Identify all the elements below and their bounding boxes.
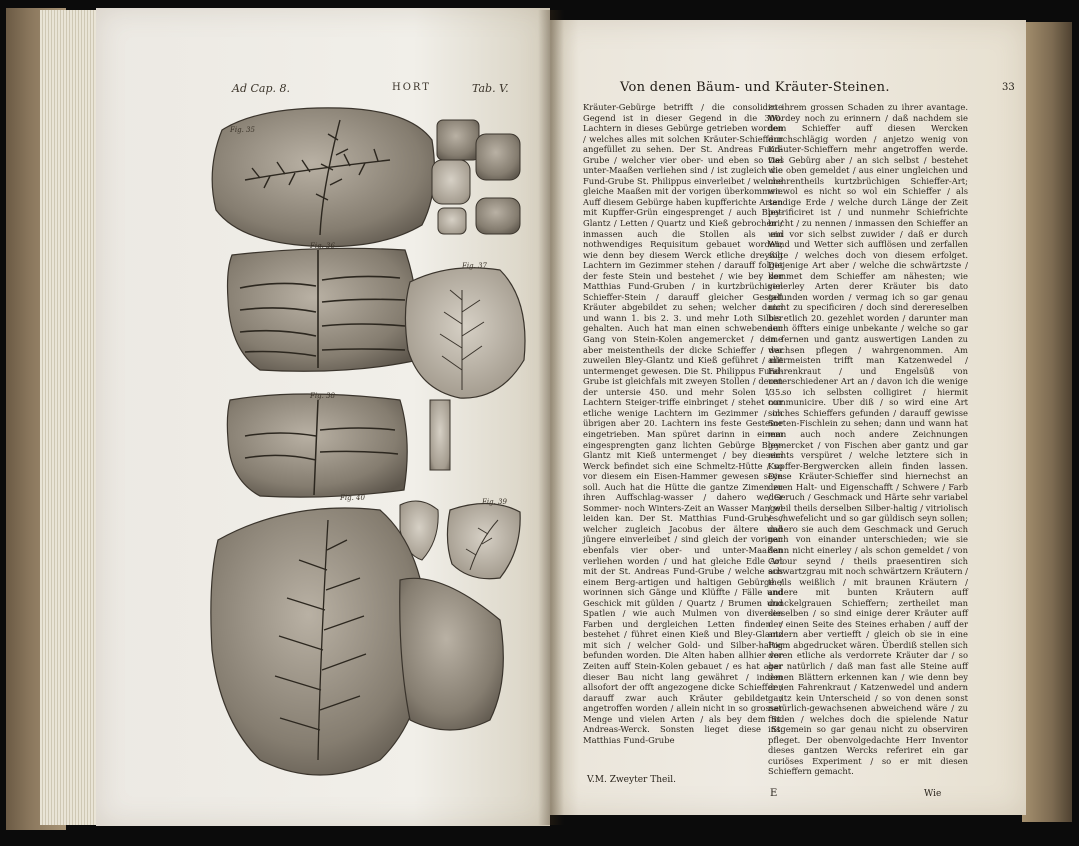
fossil-stone-fig40 <box>211 508 428 775</box>
book-cover-right <box>1022 22 1072 822</box>
signature-mark: E <box>770 788 778 799</box>
running-head: Von denen Bäum- und Kräuter-Steinen. <box>620 80 890 95</box>
fig-label-35: Fig. 35 <box>230 126 255 134</box>
fossil-stone-small-e <box>438 208 466 234</box>
text-column-left-body: Kräuter-Gebürge betrifft / die consolidirte Gegend ist in dieser Gegend in die 300. Lachtern in dieses Gebürge getrieben worden / welches alles mit solchen Kräuter-Schieffern angefüllet zu sehen. Der St. Andreas Fund-Grube / welcher vier ober- und eben so viel unter-Maaßen verliehen sind / ist zugleich die Fund-Grube St. Philippus einverleibet / welche gleiche Maaßen mit der vorigen überkommen. Auff diesem Gebürge haben kupfferichte Arten mit Kupffer-Grün eingesprenget / auch Bley-Glantz / Letten / Quartz und Kieß gebrochen / inmassen auch die Stollen als ein nothwendiges Requisitum gebauet worden; wie denn bey diesem Werck etliche dreyßig Lachtern im Gezimmer stehen / darauff folget der feste Stein und bestehet / wie bey der Matthias Fund-Gruben / in kurtzbrüchigen Schieffer-Stein / darauff gleicher Gestalt Kräuter abgebildet zu sehen; welcher dann und wann 1. bis 2. 3. und mehr Loth Silber gehalten. Auch hat man einen schwebenden Gang von Stein-Kolen angemercket / deme aber meistentheils der dicke Schieffer / der zuweilen Bley-Glantz und Kieß geführet / mit untermenget gewesen. Die St. Philippus Fund-Grube ist gleichfals mit zweyen Stollen / deren der untersie 450. und mehr Solen 135. Lachtern Steiger-triffe einbringet / stehet nur etliche wenige Lachtern im Gezimmer / im übrigen aber 20. Lachtern ins feste Gesteine eingetrieben. Man spüret darinn in einem eingesprengten ganz lichten Gebürge Bley-Glantz mit Kieß untermenget / bey diesem Werck befindet sich eine Schmeltz-Hütte / so vor diesem ein Eisen-Hammer gewesen seyn soll. Auch hat die Hütte die gantze Zimen zu ihren Auffschlag-wasser / dahero weder Sommer- noch Winters-Zeit an Wasser Mangel leiden kan. Der St. Matthias Fund-Grube / welcher zugleich Jacobus der ältere und jüngere einverleibet / sind gleich der vorigen ebenfals vier ober- und unter-Maaßen verliehen worden / und hat gleiche Edle Art mit der St. Andreas Fund-Grube / welche aus einem Berg-artigen und haltigen Gebürge / worinnen sich Gänge und Klüffte / Fälle und Geschick mit gülden / Quartz / Brumen und Spatlen / wie auch Mulmen von diversen Farben und dergleichen Letten finden / bestehet / führet einen Kieß und Bley-Glantz mit sich / welcher Gold- und Silber-haltig befunden worden. Die Alten haben allhier vor Zeiten auff Stein-Kolen gebauet / es hat aber dieser Bau nicht lang gewähret / indem allsofort der offt angezogene dicke Schieffer / darauff zwar auch Kräuter gebildet / angetroffen worden / allein nicht in so grosser Menge und vielen Arten / als bey dem St. Andreas-Werck. Sonsten lieget diese St. Matthias Fund-Grube <box>583 102 783 745</box>
fossil-stone-small-c <box>432 160 470 204</box>
fossil-stone-small-d <box>476 198 520 234</box>
text-column-right-body: zu ihrem grossen Schaden zu ihrer avantage. Wordey noch zu erinnern / daß nachdem sie dem Schieffer auff diesen Wercken durchschlägig worden / anjetzo wenig von Kräuter-Schieffern mehr angetroffen werde. Das Gebürg aber / an sich selbst / bestehet wie oben gemeldet / aus einer ungleichen und mehrentheils kurtzbrüchigen Schieffer-Art; wiewol es nicht so wol ein Schieffer / als sandige Erde / welche durch Länge der Zeit petrificiret ist / und nunmehr Schiefrichte bricht / zu nennen / inmassen den Schieffer an und vor sich selbst zuwider / daß er durch Wind und Wetter sich aufflösen und zerfallen solte / welches doch von diesem erfolget. Diejenige Art aber / welche die schwärtzste / kommet dem Schieffer am nähesten; wie vielerley Arten derer Kräuter bis dato gefunden worden / vermag ich so gar genau nicht zu specificiren / doch sind derereselben bis etlich 20. gezehlet worden / darunter man auch öffters einige unbekante / welche so gar in fernen und gantz auswertigen Landen zu wachsen pflegen / wahrgenommen. Am allermeisten trifft man Katzenwedel / Fahrenkraut / und Engelsüß von unterschiedener Art an / davon ich die wenige / so ich selbsten colligiret / hiermit communicire. Uber diß / so wird eine Art solches Schieffers gefunden / darauff gewisse Sorten-Fischlein zu sehen; dann und wann hat man auch noch andere Zeichnungen gemercket / von Fischen aber gantz und gar nichts verspüret / welche letztere sich in Kupffer-Bergwercken allein finden lassen. Diese Kräuter-Schieffer sind hiernechst an deren Halt- und Eigenschafft / Schwere / Farb / Geruch / Geschmack und Härte sehr variabel / weil theils derselben Silber-haltig / vitriolisch / schwefelicht und so gar güldisch seyn sollen; daherο sie auch dem Geschmack und Geruch nach von einander unterschieden; wie sie dann nicht einerley / als schon gemeldet / von Colour seynd / theils praesentiren sich schwartzgrau mit noch schwärtzern Kräutern / theils weißlich / mit braunen Kräutern / andere mit bunten Kräutern auff dunckelgrauen Schieffern; zertheilet man dieselben / so sind einige derer Kräuter auff der einen Seite des Steines erhaben / auff der andern aber vertiefft / gleich ob sie in eine Form abgedrucket wären. Überdiß stellen sich deren etliche als verdorrete Kräuter dar / so gar natürlich / daß man fast alle Steine auff denen Blättern erkennen kan / wie denn bey denen Fahrenkraut / Katzenwedel und andern gantz kein Unterscheid / so von denen sonst natürlich-gewachsenen abweichend wäre / zu finden / welches doch die spielende Natur insgemein so gar genau nicht zu observiren pfleget. Der obenvolgedachte Herr Inventor dieses gantzen Wercks referiret ein gar curiöses Experiment / so er mit diesen Schieffern gemacht. <box>768 102 968 777</box>
text-column-left <box>583 102 783 745</box>
catchword: Wie <box>924 789 942 799</box>
fig-label-38: Fig. 38 <box>310 392 335 400</box>
plate-header-left: Ad Cap. 8. <box>232 82 290 95</box>
fossil-stone-small-b <box>476 134 520 180</box>
fig-label-40: Fig. 40 <box>340 494 365 502</box>
fossil-stone-large-right <box>400 578 504 730</box>
fig-label-39: Fig. 39 <box>482 498 507 506</box>
fossil-stone-fig37 <box>405 268 525 398</box>
fossil-stone-fig36 <box>228 248 419 371</box>
footer-volume-note: V.M. Zweyter Theil. <box>587 775 676 785</box>
plate-header-right: Tab. V. <box>472 82 509 95</box>
fig-label-37: Fig. 37 <box>462 262 487 270</box>
plate-header-center: HORT <box>392 82 431 93</box>
page-number: 33 <box>1002 82 1015 93</box>
fossil-stone-fragment <box>430 400 450 470</box>
text-column-right <box>768 102 968 777</box>
book-gutter <box>538 10 564 825</box>
fossil-stone-fig39 <box>447 503 520 578</box>
fossil-plate-illustration <box>200 100 540 820</box>
fig-label-36: Fig. 36 <box>310 242 335 250</box>
fossil-stone-small-a <box>437 120 479 160</box>
fossil-stone-fig38 <box>227 394 407 497</box>
